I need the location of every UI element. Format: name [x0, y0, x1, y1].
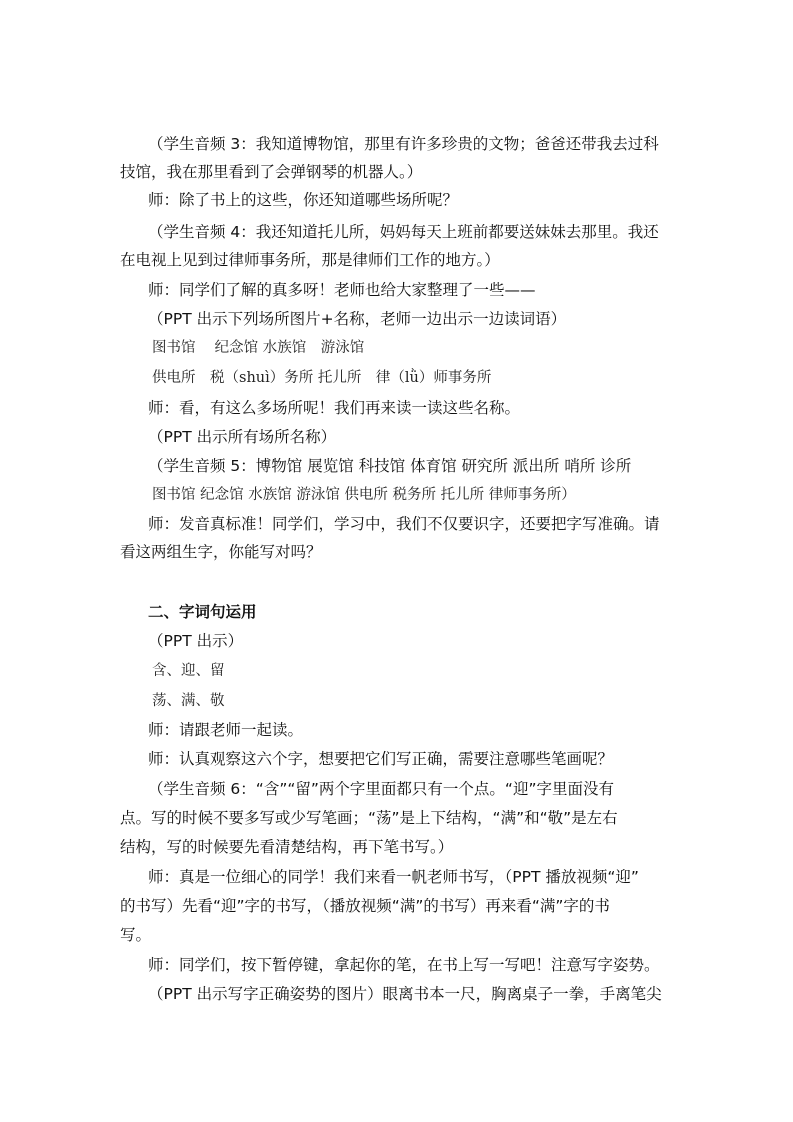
character-group: 荡、满、敬 — [152, 693, 225, 709]
paragraph-line: 写。 — [120, 926, 152, 944]
section-heading: 二、字词句运用 — [148, 603, 257, 621]
paragraph-line: 师：同学们了解的真多呀！老师也给大家整理了一些—— — [148, 281, 536, 299]
paragraph-line: （学生音频 6：“含”“留”两个字里面都只有一个点。“迎”字里面没有 — [148, 780, 614, 798]
paragraph-line: 师：认真观察这六个字，想要把它们写正确，需要注意哪些笔画呢？ — [148, 750, 614, 768]
paragraph-line: （学生音频 4：我还知道托儿所，妈妈每天上班前都要送妹妹去那里。我还 — [148, 223, 659, 241]
paragraph-line: 师：请跟老师一起读。 — [148, 721, 304, 739]
vocabulary-line: 图书馆 纪念馆 水族馆 游泳馆 — [152, 340, 365, 356]
paragraph-line: （学生音频 5：博物馆 展览馆 科技馆 体育馆 研究所 派出所 哨所 诊所 — [148, 457, 632, 475]
vocabulary-line: 供电所 税（shuì）务所 托儿所 律（lǜ）师事务所 — [152, 370, 492, 386]
paragraph-line: 技馆，我在那里看到了会弹钢琴的机器人。） — [120, 163, 423, 181]
paragraph-line: （PPT 出示下列场所图片+名称，老师一边出示一边读词语） — [148, 310, 567, 328]
paragraph-line: 师：真是一位细心的同学！我们来看一帆老师书写，（PPT 播放视频“迎” — [148, 868, 639, 886]
paragraph-line: （PPT 出示） — [148, 632, 244, 650]
paragraph-line: 师：除了书上的这些，你还知道哪些场所呢？ — [148, 191, 459, 209]
paragraph-line: （学生音频 3：我知道博物馆，那里有许多珍贵的文物；爸爸还带我去过科 — [148, 135, 659, 153]
paragraph-line: 师：看，有这么多场所呢！我们再来读一读这些名称。 — [148, 399, 521, 417]
character-group: 含、迎、留 — [152, 663, 225, 679]
paragraph-line: 在电视上见到过律师事务所，那是律师们工作的地方。） — [120, 251, 500, 269]
paragraph-line: 师：发音真标准！同学们，学习中，我们不仅要识字，还要把字写准确。请 — [148, 515, 660, 533]
paragraph-line: 看这两组生字，你能写对吗？ — [120, 543, 322, 561]
paragraph-line: 结构，写的时候要先看清楚结构，再下笔书写。） — [120, 838, 454, 856]
paragraph-line: （PPT 出示写字正确姿势的图片）眼离书本一尺，胸离桌子一拳，手离笔尖 — [148, 985, 662, 1003]
paragraph-line: 师：同学们，按下暂停键，拿起你的笔，在书上写一写吧！注意写字姿势。 — [148, 956, 660, 974]
vocabulary-line: 图书馆 纪念馆 水族馆 游泳馆 供电所 税务所 托儿所 律师事务所） — [152, 487, 576, 503]
paragraph-line: （PPT 出示所有场所名称） — [148, 428, 337, 446]
paragraph-line: 点。写的时候不要多写或少写笔画；“荡”是上下结构，“满”和“敬”是左右 — [120, 809, 618, 827]
paragraph-line: 的书写）先看“迎”字的书写，（播放视频“满”的书写）再来看“满”字的书 — [120, 897, 610, 915]
